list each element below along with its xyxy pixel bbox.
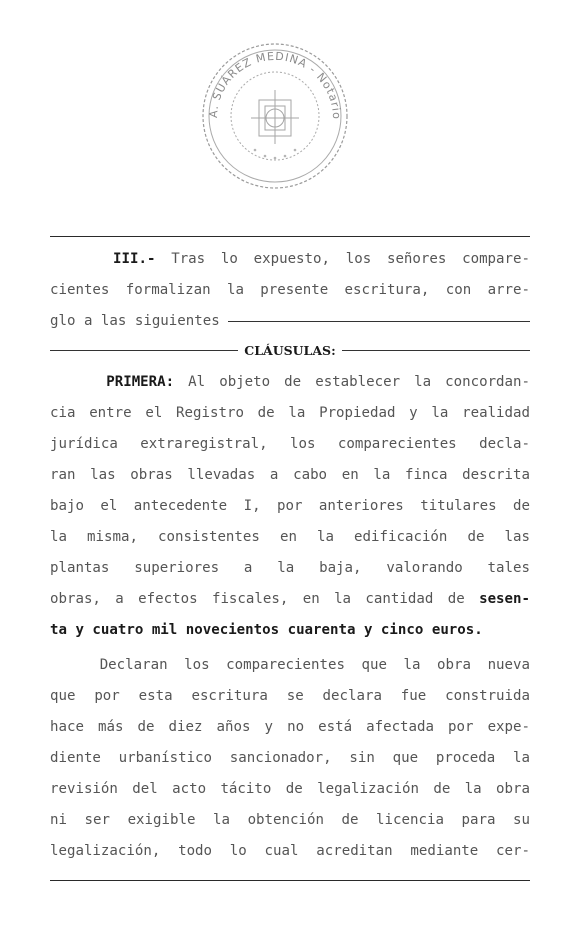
declaran-line-7: legalización, todo lo cual acreditan mediante cer-: [50, 843, 530, 859]
fill-dash-left: [50, 350, 238, 351]
paragraph-iii-line-2: cientes formalizan la presente escritura, con arre-: [50, 282, 530, 298]
declaran-line-2: que por esta escritura se declara fue construida: [50, 688, 530, 704]
top-rule: [50, 236, 530, 237]
primera-lead: PRIMERA:: [106, 374, 175, 390]
declaran-line-5: revisión del acto tácito de legalización de la obra: [50, 781, 530, 797]
primera-line-5: bajo el antecedente I, por anteriores titulares de: [50, 498, 530, 514]
declaran-line-3: hace más de diez años y no está afectada por expe-: [50, 719, 530, 735]
clausulas-heading: CLÁUSULAS:: [244, 342, 336, 358]
primera-line-2: cia entre el Registro de la Propiedad y la realidad: [50, 405, 530, 421]
primera-line-4: ran las obras llevadas a cabo en la finca descrita: [50, 467, 530, 483]
declaran-line-1: Declaran los comparecientes que la obra nueva: [50, 657, 530, 673]
amount-bold-start: sesen-: [479, 591, 530, 607]
clausulas-heading-row: [50, 340, 530, 360]
fill-dash-right: [342, 350, 530, 351]
primera-line-9-amount: ta y cuatro mil novecientos cuarenta y cinco euros.: [50, 622, 483, 638]
declaran-line-4: diente urbanístico sancionador, sin que proceda la: [50, 750, 530, 766]
svg-text:A. SUÁREZ MEDINA - Notario: A. SUÁREZ MEDINA - Notario: [206, 49, 344, 121]
bottom-rule: [50, 880, 530, 881]
notary-seal: [195, 40, 355, 190]
paragraph-iii-line-3: glo a las siguientes: [50, 311, 530, 331]
paragraph-iii-line-1: III.- Tras lo expuesto, los señores compare-: [113, 251, 530, 267]
primera-line-1: PRIMERA: Al objeto de establecer la concordan-: [106, 374, 530, 390]
primera-line-8: obras, a efectos fiscales, en la cantidad de sesen-: [50, 591, 530, 607]
notary-seal-icon: [195, 40, 355, 190]
primera-line-7: plantas superiores a la baja, valorando tales: [50, 560, 530, 576]
declaran-line-6: ni ser exigible la obtención de licencia para su: [50, 812, 530, 828]
primera-line-6: la misma, consistentes en la edificación de las: [50, 529, 530, 545]
paragraph-iii-lead: III.-: [113, 251, 156, 267]
primera-line-3: jurídica extraregistral, los comparecientes decla-: [50, 436, 530, 452]
fill-dash: [228, 321, 530, 322]
